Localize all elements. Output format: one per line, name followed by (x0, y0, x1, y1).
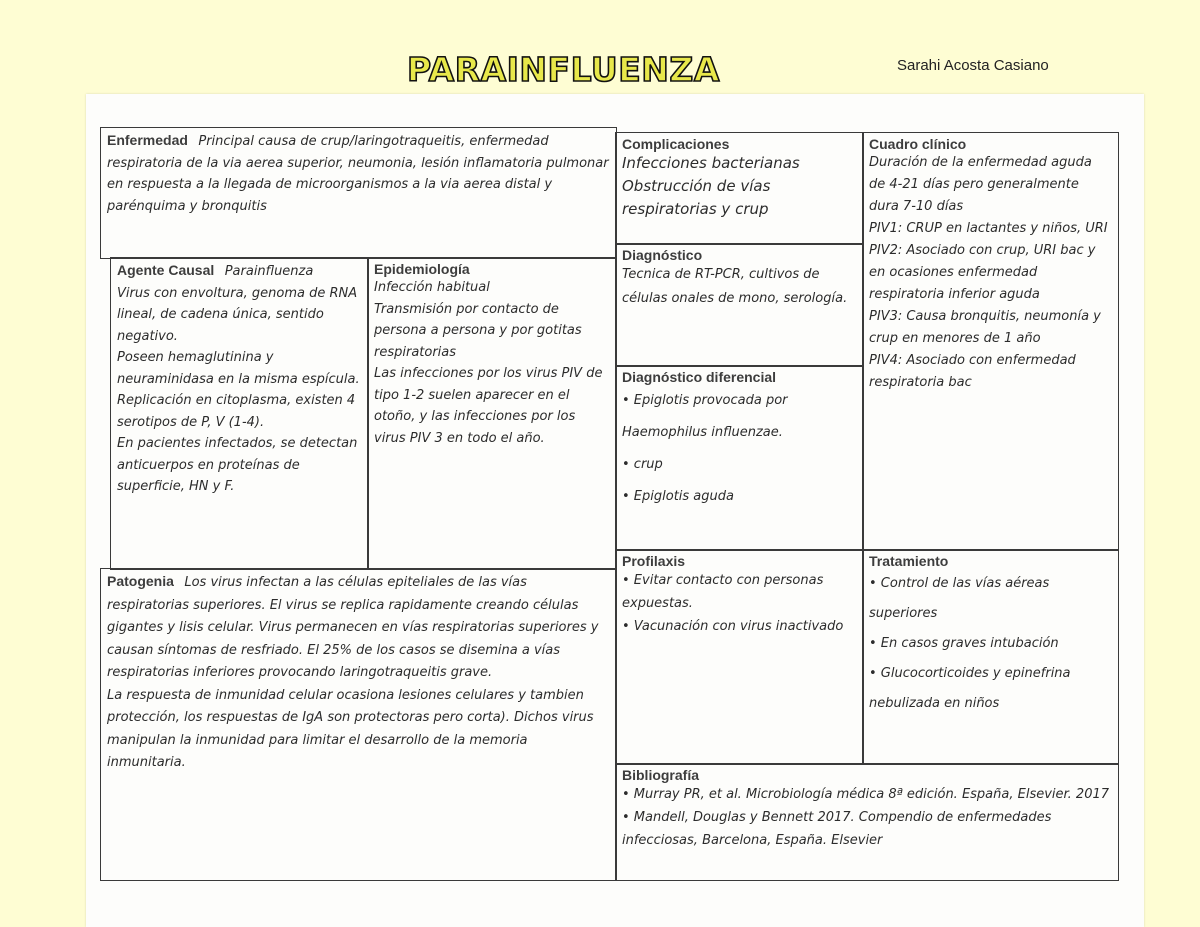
cuadro-clinico-heading: Cuadro clínico (869, 136, 967, 152)
notes-sheet (86, 94, 1144, 927)
section-cuadro-clinico (862, 132, 1119, 551)
enfermedad-heading: Enfermedad (107, 132, 188, 148)
diagnostico-text: Tecnica de RT-PCR, cultivos de células onales de mono, serología. (622, 267, 848, 306)
epidemiologia-heading: Epidemiología (374, 261, 470, 277)
agente-causal-text: Parainfluenza Virus con envoltura, genoma de RNA lineal, de cadena única, sentido negativo. Poseen hemaglutinina y neuraminidasa en la misma espícula. Replicación en citoplasma, existen 4 serotipos de P, V (1-4). En pacientes infectados, se detectan anticuerpos en proteínas de superficie, HN y F. (117, 264, 360, 494)
bibliografia-text: • Murray PR, et al. Microbiología médica 8ª edición. España, Elsevier. 2017 • Mandell, Douglas y Bennett 2017. Compendio de enfermedades infecciosas, Barcelona, España. Elsevier (622, 787, 1110, 848)
author-name: Sarahi Acosta Casiano (897, 57, 1049, 74)
page-title: PARAINFLUENZA (407, 50, 720, 89)
section-complicaciones (615, 132, 864, 245)
section-diagnostico (615, 243, 864, 367)
complicaciones-heading: Complicaciones (622, 136, 730, 152)
section-epidemiologia (367, 257, 617, 570)
epidemiologia-text: Infección habitual Transmisión por contacto de persona a persona y por gotitas respiratorias Las infecciones por los virus PIV de tipo 1-2 suelen aparecer en el otoño, y las infecciones por los virus PIV 3 en todo el año. (374, 280, 603, 446)
profilaxis-text: • Evitar contacto con personas expuestas. • Vacunación con virus inactivado (622, 573, 844, 634)
complicaciones-text: Infecciones bacterianas Obstrucción de vías respiratorias y crup (622, 154, 800, 218)
section-bibliografia (615, 763, 1119, 881)
section-diagnostico-diferencial (615, 365, 864, 551)
diagnostico-diferencial-heading: Diagnóstico diferencial (622, 369, 777, 385)
section-agente-causal (110, 257, 369, 570)
enfermedad-text: Principal causa de crup/laringotraqueitis, enfermedad respiratoria de la via aerea superior, neumonia, lesión inflamatoria pulmonar en respuesta a la llegada de microorganismos a la via aerea distal y parénquima y bronquitis (107, 134, 609, 214)
diagnostico-diferencial-text: • Epiglotis provocada por Haemophilus influenzae. • crup • Epiglotis aguda (622, 393, 788, 504)
profilaxis-heading: Profilaxis (622, 553, 686, 569)
tratamiento-text: • Control de las vías aéreas superiores • En casos graves intubación • Glucocorticoides y epinefrina nebulizada en niños (869, 576, 1071, 711)
patogenia-heading: Patogenia (107, 573, 174, 589)
bibliografia-heading: Bibliografía (622, 767, 700, 783)
section-patogenia (100, 568, 617, 881)
patogenia-text: Los virus infectan a las células epiteliales de las vías respiratorias superiores. El virus se replica rapidamente creando células gigantes y lisis celular. Virus permanecen en vías respiratorias superiores y causan síntomas de resfriado. El 25% de los casos se disemina a vías respiratorias inferiores provocando laringotraqueitis grave. La respuesta de inmunidad celular ocasiona lesiones celulares y tambien protección, los respuestas de IgA son protectoras pero corta). Dichos virus manipulan la inmunidad para limitar el desarrollo de la memoria inmunitaria. (107, 575, 599, 770)
diagnostico-heading: Diagnóstico (622, 247, 703, 263)
tratamiento-heading: Tratamiento (869, 553, 949, 569)
agente-causal-heading: Agente Causal (117, 262, 215, 278)
section-tratamiento (862, 549, 1119, 765)
section-enfermedad (100, 127, 617, 259)
section-profilaxis (615, 549, 864, 765)
cuadro-clinico-text: Duración de la enfermedad aguda de 4-21 días pero generalmente dura 7-10 días PIV1: CRUP en lactantes y niños, URI PIV2: Asociado con crup, URI bac y en ocasiones enfermedad respiratoria inferior aguda PIV3: Causa bronquitis, neumonía y crup en menores de 1 año PIV4: Asociado con enfermedad respiratoria bac (869, 155, 1108, 390)
